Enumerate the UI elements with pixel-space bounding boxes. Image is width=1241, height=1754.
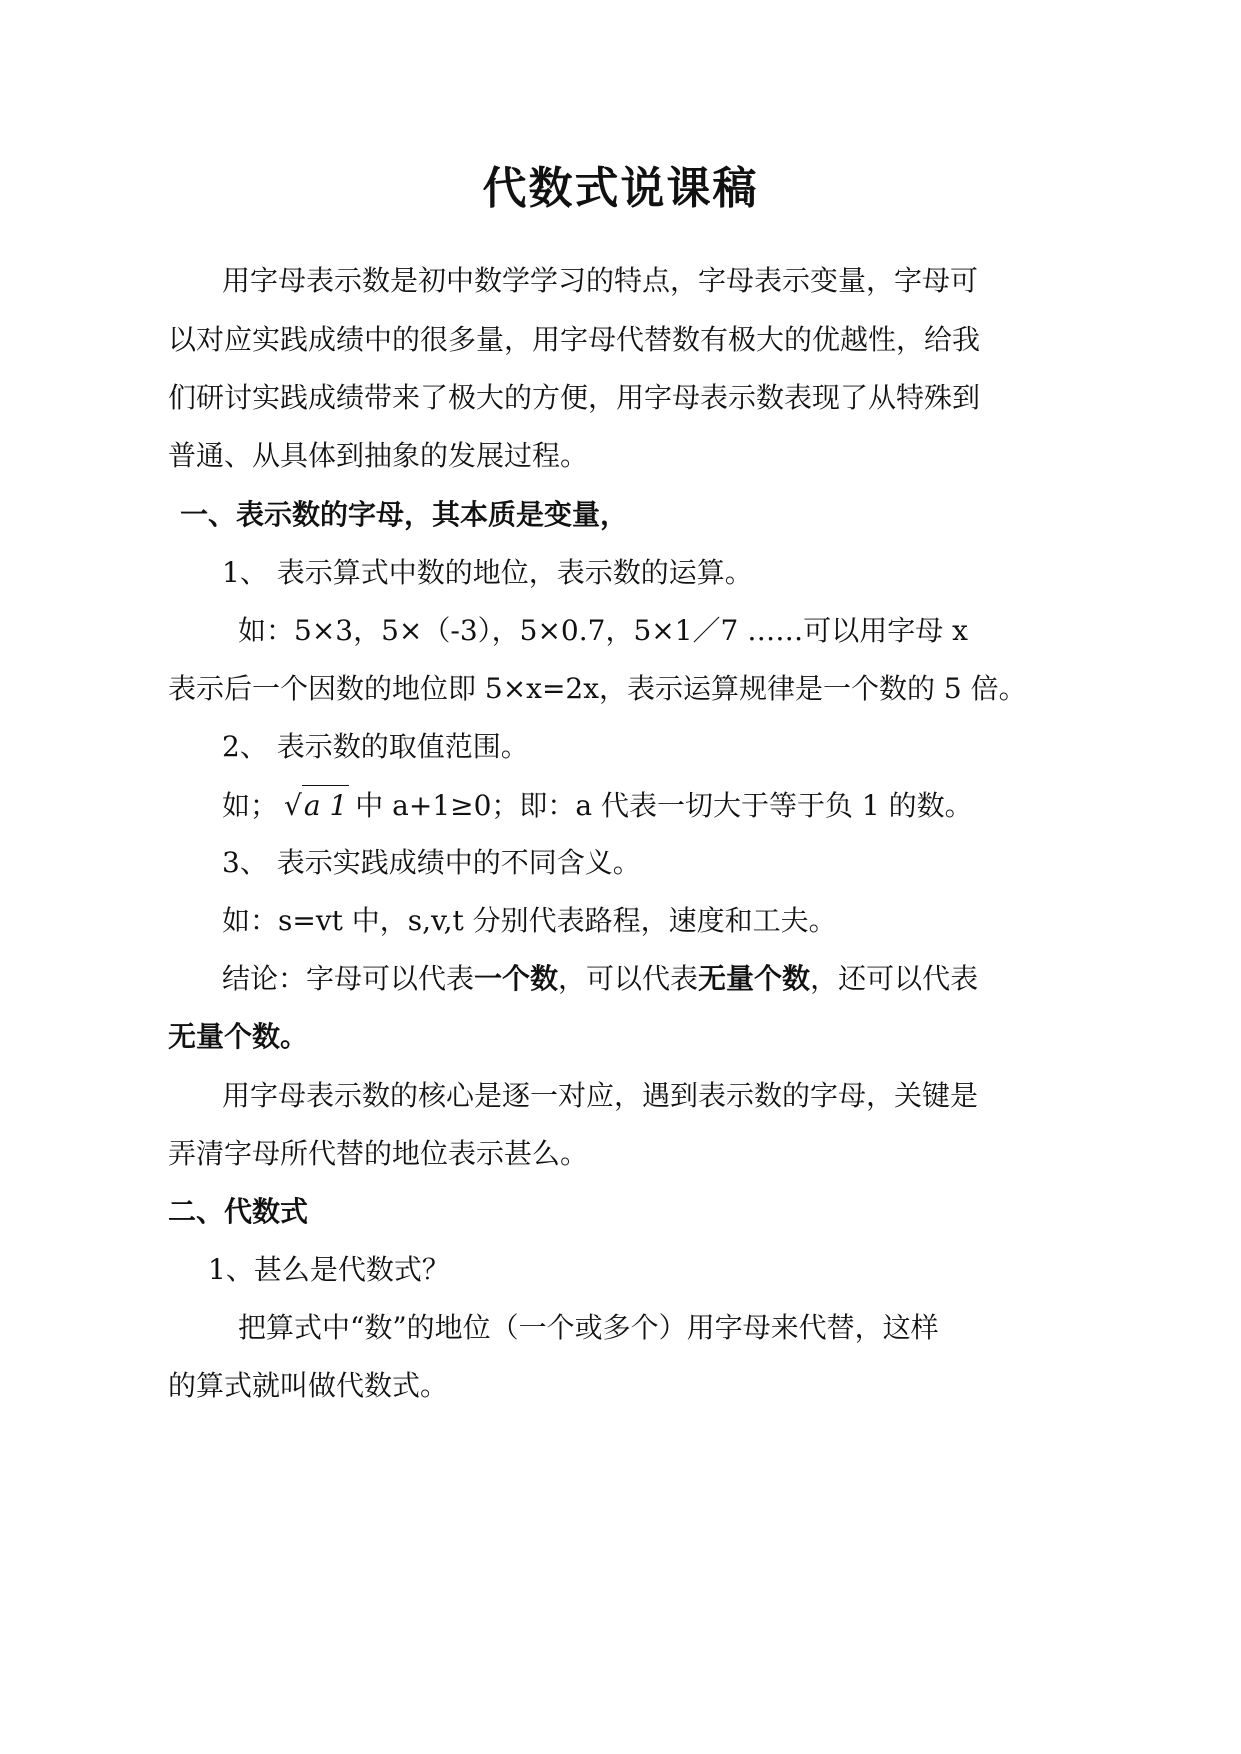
conclusion-text-2: ，可以代表 — [558, 962, 699, 995]
core-line-2: 弄清字母所代替的地位表示甚么。 — [168, 1137, 589, 1170]
section1-heading: 一、表示数的字母，其本质是变量， — [180, 498, 629, 531]
core-line-1: 用字母表示数的核心是逐一对应，遇到表示数的字母，关键是 — [222, 1079, 979, 1112]
square-root-expression — [284, 785, 349, 826]
example-suffix: 中 a+1≥0；即：a 代表一切大于等于负 1 的数。 — [355, 789, 973, 822]
intro-line-2: 以对应实践成绩中的很多量，用字母代替数有极大的优越性，给我 — [168, 323, 981, 356]
section1-item2-example — [222, 785, 973, 826]
section2-item1: 1、甚么是代数式？ — [208, 1253, 450, 1286]
section1-item1: 1、 表示算式中数的地位，表示数的运算。 — [222, 556, 753, 589]
definition-line-1: 把算式中“数”的地位（一个或多个）用字母来代替，这样 — [238, 1311, 939, 1344]
section2-heading: 二、代数式 — [168, 1195, 309, 1228]
radical-sign: √ — [284, 789, 302, 822]
conclusion-bold-2: 无量个数 — [698, 962, 811, 995]
conclusion-line-1 — [222, 959, 978, 999]
example-prefix: 如； — [222, 789, 279, 822]
conclusion-text-1: 结论：字母可以代表 — [222, 962, 475, 995]
radicand: a 1 — [302, 785, 349, 826]
section1-item3: 3、 表示实践成绩中的不同含义。 — [222, 846, 641, 879]
document-title: 代数式说课稿 — [482, 163, 759, 214]
section1-item3-example: 如：s=vt 中，s,v,t 分别代表路程，速度和工夫。 — [222, 904, 837, 937]
intro-line-1: 用字母表示数是初中数学学习的特点，字母表示变量，字母可 — [222, 264, 979, 297]
section1-item2: 2、 表示数的取值范围。 — [222, 730, 529, 763]
conclusion-bold-1: 一个数 — [474, 962, 559, 995]
section1-item1-example-line-2: 表示后一个因数的地位即 5×x=2x，表示运算规律是一个数的 5 倍。 — [168, 672, 1027, 705]
conclusion-text-3: ，还可以代表 — [810, 962, 979, 995]
intro-line-3: 们研讨实践成绩带来了极大的方便，用字母表示数表现了从特殊到 — [168, 381, 981, 414]
section1-item1-example-line-1: 如：5×3，5×（-3），5×0.7，5×1／7 ……可以用字母 x — [238, 614, 968, 647]
intro-line-4: 普通、从具体到抽象的发展过程。 — [168, 439, 589, 472]
definition-line-2: 的算式就叫做代数式。 — [168, 1369, 449, 1402]
conclusion-line-2: 无量个数。 — [168, 1020, 309, 1053]
